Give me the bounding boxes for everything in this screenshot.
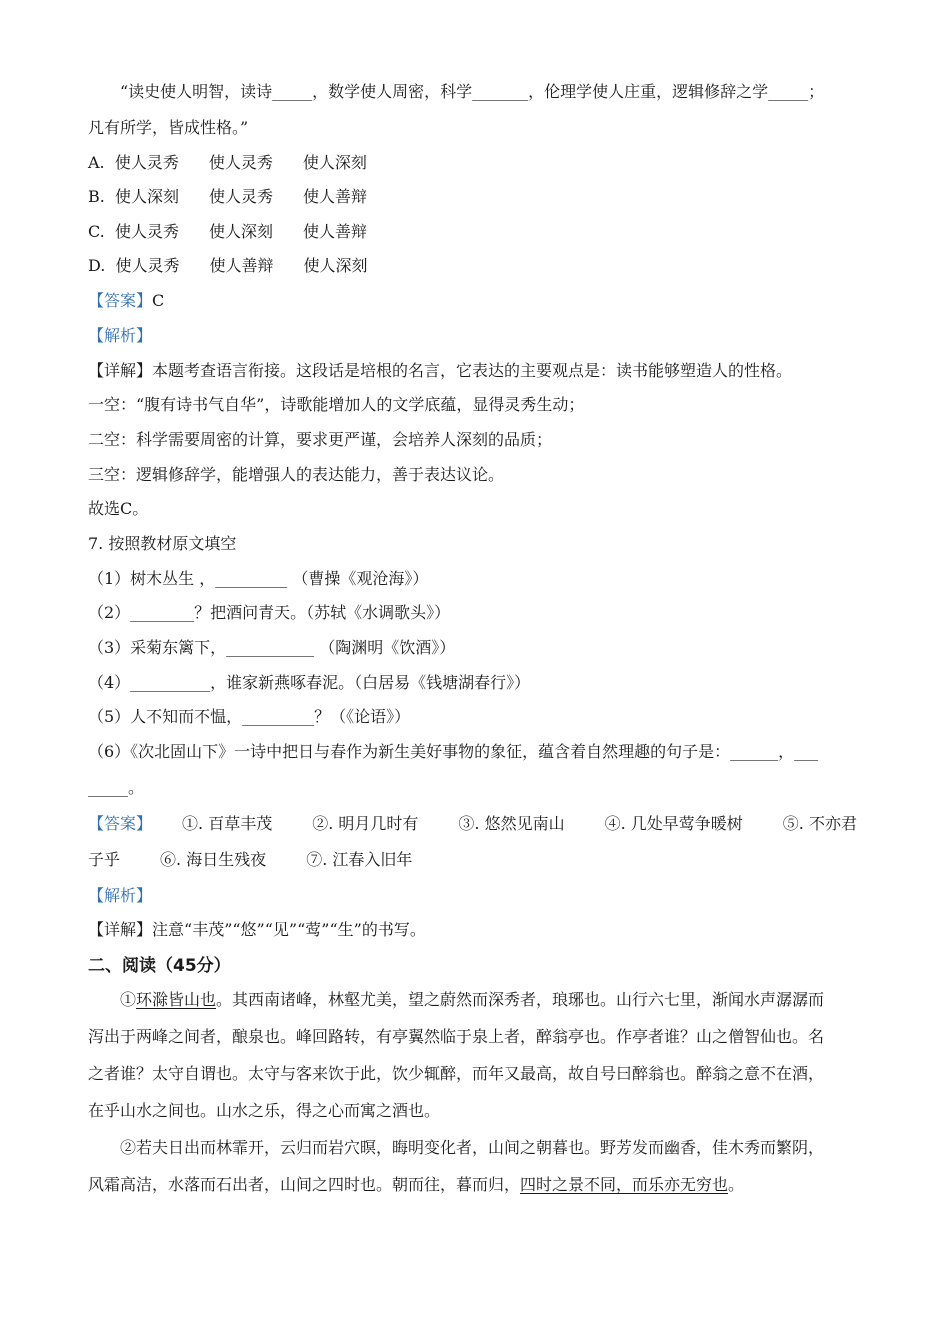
option-part: 使人灵秀 xyxy=(208,153,273,172)
passage-p1-line1 xyxy=(120,989,824,1011)
q6-stem-line1: “读史使人明智，读诗_____，数学使人周密，科学_______，伦理学使人庄重，逻辑修辞之学_____； xyxy=(120,82,825,101)
underlined-phrase: 环滁皆山也 xyxy=(136,990,217,1009)
answer-item: ①. 百草丰茂 xyxy=(182,814,273,833)
q6-option-a xyxy=(88,152,367,174)
q7-answer-line2 xyxy=(88,849,412,871)
q6-conclusion: 故选C。 xyxy=(88,499,149,518)
passage-text: 风霜高洁，水落而石出者，山间之四时也。朝而往，暮而归， xyxy=(88,1175,521,1194)
q6-option-d xyxy=(88,255,368,277)
option-part: 使人深刻 xyxy=(208,222,273,241)
option-part: 使人灵秀 xyxy=(114,222,179,241)
answer-item: ②. 明月几时有 xyxy=(312,814,419,833)
detail-text: 注意“丰茂”“悠”“见”“莺”“生”的书写。 xyxy=(152,920,426,939)
option-part: 使人善辩 xyxy=(302,222,367,241)
answer-item: 子乎 xyxy=(88,850,121,869)
option-part: 使人深刻 xyxy=(303,256,368,275)
section-heading: 二、阅读（45分） xyxy=(88,956,231,976)
q6-option-c xyxy=(88,221,367,243)
answer-label: 【答案】 xyxy=(88,814,153,833)
q6-answer xyxy=(88,290,164,312)
answer-item: ③. 悠然见南山 xyxy=(458,814,565,833)
q7-item-5: （5）人不知而不愠，_________？（《论语》） xyxy=(88,707,411,726)
option-part: 使人善辩 xyxy=(303,187,368,206)
q6-blank3-explanation: 三空：逻辑修辞学，能增强人的表达能力，善于表达议论。 xyxy=(88,465,505,484)
answer-label: 【答案】 xyxy=(88,291,153,310)
passage-p2-line2 xyxy=(88,1174,744,1196)
q7-detail xyxy=(88,919,426,941)
passage-p1-line3: 之者谁？太守自谓也。太守与客来饮于此，饮少辄醉，而年又最高，故自号曰醉翁也。醉翁之意不在酒， xyxy=(88,1064,825,1083)
q7-item-6: （6）《次北固山下》一诗中把日与春作为新生美好事物的象征，蕴含着自然理趣的句子是：______，___ xyxy=(88,742,819,761)
q7-item-3: （3）采菊东篱下，___________ （陶渊明《饮酒》） xyxy=(88,638,456,657)
passage-text: 。 xyxy=(728,1175,745,1194)
q7-item-1: （1）树木丛生 ，_________ （曹操《观沧海》） xyxy=(88,569,429,588)
passage-p1-line4: 在乎山水之间也。山水之乐，得之心而寓之酒也。 xyxy=(88,1101,441,1120)
detail-label: 【详解】 xyxy=(88,920,153,939)
answer-item: ⑦. 江春入旧年 xyxy=(306,850,413,869)
q7-title: 7. 按照教材原文填空 xyxy=(88,534,237,553)
answer-item: ④. 几处早莺争暖树 xyxy=(604,814,743,833)
q6-detail xyxy=(88,360,792,382)
option-letter: C. xyxy=(88,222,105,241)
q7-item-2: （2）________？把酒问青天。（苏轼《水调歌头》） xyxy=(88,603,451,622)
answer-item: ⑤. 不亦君 xyxy=(782,814,857,833)
q6-blank2-explanation: 二空：科学需要周密的计算，要求更严谨，会培养人深刻的品质； xyxy=(88,430,553,449)
option-letter: D. xyxy=(88,256,106,275)
detail-label: 【详解】 xyxy=(88,361,153,380)
option-letter: A. xyxy=(88,153,105,172)
answer-item: ⑥. 海日生残夜 xyxy=(160,850,267,869)
underlined-phrase: 四时之景不同，而乐亦无穷也 xyxy=(520,1175,729,1194)
answer-value: C xyxy=(152,291,165,310)
q7-item-4: （4）__________，谁家新燕啄春泥。（白居易《钱塘湖春行》） xyxy=(88,673,531,692)
option-letter: B. xyxy=(88,187,105,206)
q6-blank1-explanation: 一空：“腹有诗书气自华”，诗歌能增加人的文学底蕴，显得灵秀生动； xyxy=(88,395,585,414)
option-part: 使人灵秀 xyxy=(114,153,179,172)
q7-item-6-continued: _____。 xyxy=(88,778,145,797)
passage-text: 。其西南诸峰，林壑尤美，望之蔚然而深秀者，琅琊也。山行六七里，渐闻水声潺潺而 xyxy=(216,990,825,1009)
q6-option-b xyxy=(88,186,367,208)
q7-analysis-label: 【解析】 xyxy=(88,886,153,905)
q6-stem-line2: 凡有所学，皆成性格。” xyxy=(88,118,249,137)
paragraph-number: ① xyxy=(120,990,137,1009)
q7-answer-line1 xyxy=(88,813,857,835)
detail-text: 本题考查语言衔接。这段话是培根的名言，它表达的主要观点是：读书能够塑造人的性格。 xyxy=(152,361,793,380)
option-part: 使人灵秀 xyxy=(209,187,274,206)
option-part: 使人善辩 xyxy=(209,256,274,275)
passage-p1-line2: 泻出于两峰之间者，酿泉也。峰回路转，有亭翼然临于泉上者，醉翁亭也。作亭者谁？山之僧智仙也。名 xyxy=(88,1027,825,1046)
option-part: 使人深刻 xyxy=(115,187,180,206)
option-part: 使人灵秀 xyxy=(115,256,180,275)
passage-p2-line1: ②若夫日出而林霏开，云归而岩穴暝，晦明变化者，山间之朝暮也。野芳发而幽香，佳木秀而繁阴， xyxy=(120,1138,825,1157)
q6-analysis-label: 【解析】 xyxy=(88,326,153,345)
option-part: 使人深刻 xyxy=(302,153,367,172)
